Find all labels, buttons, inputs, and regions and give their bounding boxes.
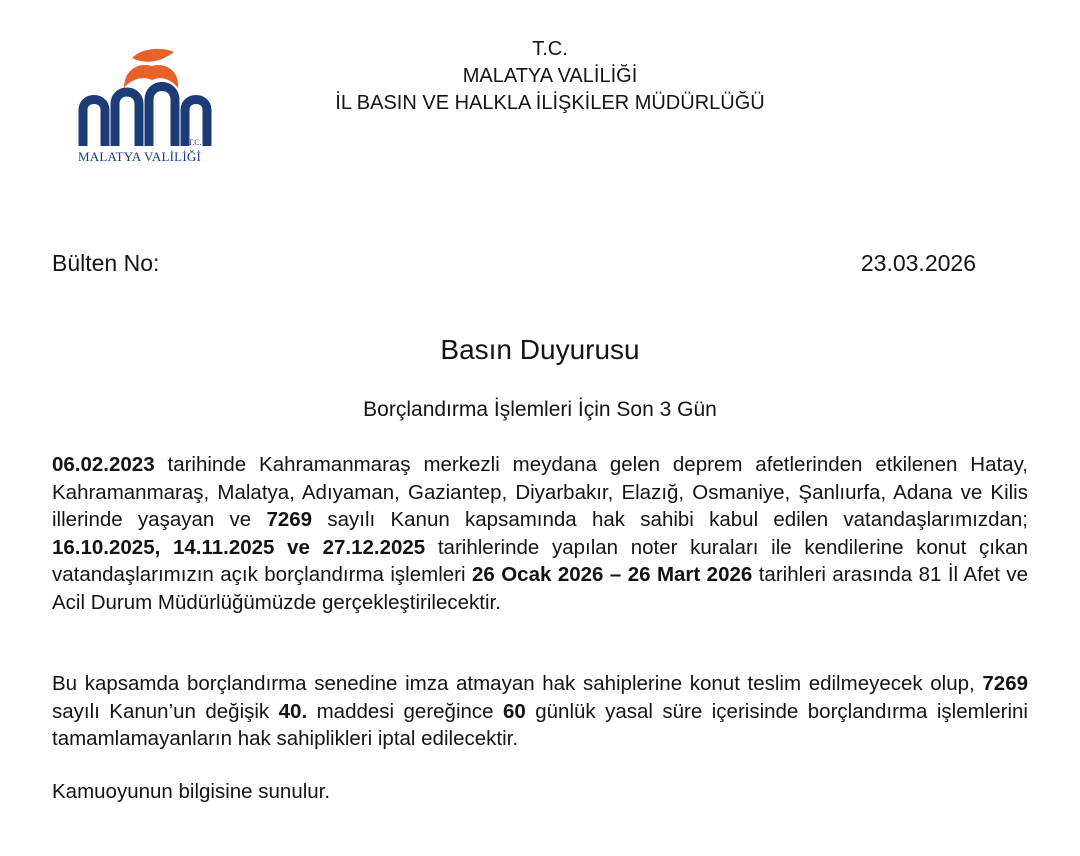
announcement-paragraph-2: [52, 670, 1028, 753]
article-number: 40.: [278, 699, 308, 723]
header-line-directorate: İL BASIN VE HALKLA İLİŞKİLER MÜDÜRLÜĞÜ: [335, 92, 765, 114]
paragraph-1-text-a: tarihinde Kahramanmaraş merkezli meydana gelen deprem afetlerinden etkilenen Hatay, Kahramanmaraş, Malatya, Adıyaman, Gaziantep, Diyarbakır, Elazığ, Osmaniye, Şanlıurfa, Adana ve Kilis illerinde yaşayan ve: [52, 453, 1028, 531]
paragraph-1-text-c: tarihlerinde yapılan noter kuraları ile kendilerine konut çıkan vatandaşlarımızın açık borçlandırma işlemleri: [52, 535, 1028, 586]
paragraph-1-text-d: tarihleri arasında 81 İl Afet ve Acil Durum Müdürlüğümüzde gerçekleştirilecektir.: [52, 563, 1028, 614]
logo-name-text: MALATYA VALİLİĞİ: [78, 149, 201, 164]
legal-days: 60: [503, 699, 526, 723]
paragraph-1-text-b: sayılı Kanun kapsamında hak sahibi kabul edilen vatandaşlarımızdan;: [312, 508, 1028, 531]
law-number: 7269: [266, 508, 313, 531]
law-number-2: 7269: [982, 672, 1028, 695]
paragraph-2-text-d: günlük yasal süre içerisinde borçlandırma işlemlerini tamamlamayanların hak sahiplikleri iptal edilecektir.: [52, 699, 1028, 750]
earthquake-date: 06.02.2023: [52, 453, 155, 476]
lottery-dates: 16.10.2025, 14.11.2025 ve 27.12.2025: [52, 535, 426, 559]
bulletin-date: 23.03.2026: [860, 250, 976, 276]
malatya-valiligi-logo: [74, 48, 220, 168]
page-title: Basın Duyurusu: [440, 334, 640, 365]
closing-statement: Kamuoyunun bilgisine sunulur.: [52, 780, 331, 803]
logo-tc-text: T.C.: [188, 138, 202, 147]
header-line-tc: T.C.: [532, 38, 568, 60]
paragraph-2-text-a: Bu kapsamda borçlandırma senedine imza atmayan hak sahiplerine konut teslim edilmeyecek olup,: [52, 672, 983, 695]
document-header: [300, 36, 800, 117]
debt-period: 26 Ocak 2026 – 26 Mart 2026: [471, 563, 753, 586]
logo-emblem-icon: [74, 48, 220, 152]
header-line-governorship: MALATYA VALİLİĞİ: [462, 65, 638, 87]
announcement-paragraph-1: [52, 451, 1028, 616]
page-subtitle: Borçlandırma İşlemleri İçin Son 3 Gün: [363, 398, 717, 421]
paragraph-2-text-c: maddesi gereğince: [307, 699, 503, 723]
paragraph-2-text-b: sayılı Kanun’un değişik: [52, 699, 279, 723]
bulletin-number-label: Bülten No:: [52, 250, 160, 276]
